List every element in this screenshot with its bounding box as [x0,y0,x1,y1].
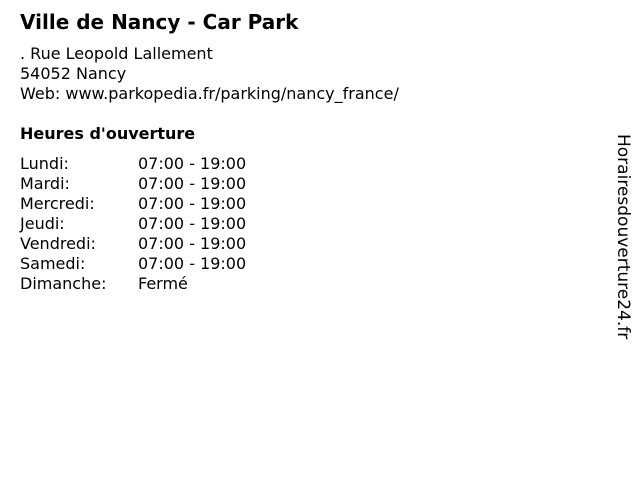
hours-row-thursday [20,214,246,234]
hours-row-friday [20,234,246,254]
day-label: Lundi: [20,154,69,173]
hours-row-tuesday [20,174,246,194]
street-address: . Rue Leopold Lallement [20,44,213,63]
address-block [20,44,399,104]
postal-city: 54052 Nancy [20,64,127,83]
brand-watermark: Horairesdouverture24.fr [613,134,633,340]
day-label: Dimanche: [20,274,107,293]
time-range: 07:00 - 19:00 [138,234,247,253]
time-range: Fermé [138,274,188,293]
day-label: Samedi: [20,254,86,273]
opening-hours-table [20,154,246,294]
time-range: 07:00 - 19:00 [138,254,247,273]
day-label: Mardi: [20,174,70,193]
hours-row-wednesday [20,194,246,214]
day-label: Mercredi: [20,194,95,213]
hours-row-monday [20,154,246,174]
hours-row-saturday [20,254,246,274]
time-range: 07:00 - 19:00 [138,194,247,213]
time-range: 07:00 - 19:00 [138,214,247,233]
website-text: Web: www.parkopedia.fr/parking/nancy_france/ [20,84,399,103]
hours-row-sunday [20,274,246,294]
day-label: Jeudi: [20,214,65,233]
page-title: Ville de Nancy - Car Park [20,10,299,34]
day-label: Vendredi: [20,234,96,253]
time-range: 07:00 - 19:00 [138,154,247,173]
opening-hours-heading: Heures d'ouverture [20,124,196,143]
time-range: 07:00 - 19:00 [138,174,247,193]
